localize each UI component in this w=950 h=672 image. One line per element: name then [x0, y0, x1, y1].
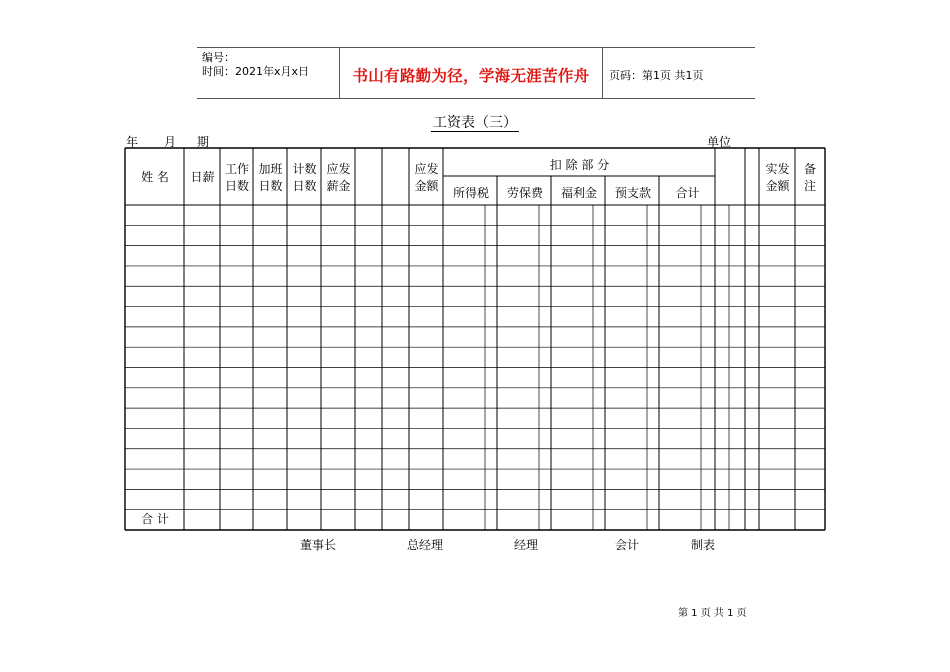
document-number-label: 编号：	[202, 51, 235, 64]
header-overtime-days-line1: 加班	[258, 162, 283, 176]
header-income-tax: 所得税	[452, 186, 489, 200]
page-title-text: 工资表（三）	[433, 115, 517, 131]
header-payable-amount-line1: 应发	[414, 162, 439, 176]
header-remarks-line2: 注	[803, 179, 816, 193]
unit-label: 单位	[707, 135, 732, 149]
header-work-days-line1: 工作	[224, 162, 249, 176]
signature-manager: 经理	[514, 538, 539, 552]
signature-chairman: 董事长	[300, 538, 337, 552]
signature-preparer: 制表	[691, 538, 716, 552]
year-label: 年	[126, 135, 139, 149]
header-payable-salary-line1: 应发	[326, 162, 351, 176]
header-net-amount-line2: 金额	[765, 179, 790, 193]
page-footer: 第 1 页 共 1 页	[678, 608, 747, 619]
header-labor-insurance: 劳保费	[506, 186, 543, 200]
document-time-label: 时间：2021年x月x日	[202, 65, 310, 78]
total-row-label: 合 计	[141, 512, 169, 526]
header-payable-salary-line2: 薪金	[326, 179, 351, 193]
header-net-amount-line1: 实发	[765, 162, 790, 176]
header-piece-days-line2: 日数	[292, 179, 317, 193]
period-label: 期	[197, 135, 210, 149]
header-subtotal: 合计	[675, 186, 700, 200]
signature-general-manager: 总经理	[407, 538, 444, 552]
header-remarks-line1: 备	[803, 162, 816, 176]
header-work-days-line2: 日数	[224, 179, 249, 193]
page-number-label: 页码：第1页 共1页	[609, 69, 704, 82]
header-name: 姓 名	[141, 170, 169, 184]
header-payable-amount-line2: 金额	[414, 179, 439, 193]
header-piece-days-line1: 计数	[292, 162, 317, 176]
header-deduction-group: 扣 除 部 分	[549, 158, 610, 172]
motto-text: 书山有路勤为径，学海无涯苦作舟	[352, 67, 590, 85]
month-label: 月	[164, 135, 177, 149]
header-advance: 预支款	[614, 186, 651, 200]
header-overtime-days-line2: 日数	[258, 179, 283, 193]
header-welfare: 福利金	[560, 186, 597, 200]
signature-accountant: 会计	[615, 538, 640, 552]
header-daily-pay: 日薪	[190, 170, 215, 184]
